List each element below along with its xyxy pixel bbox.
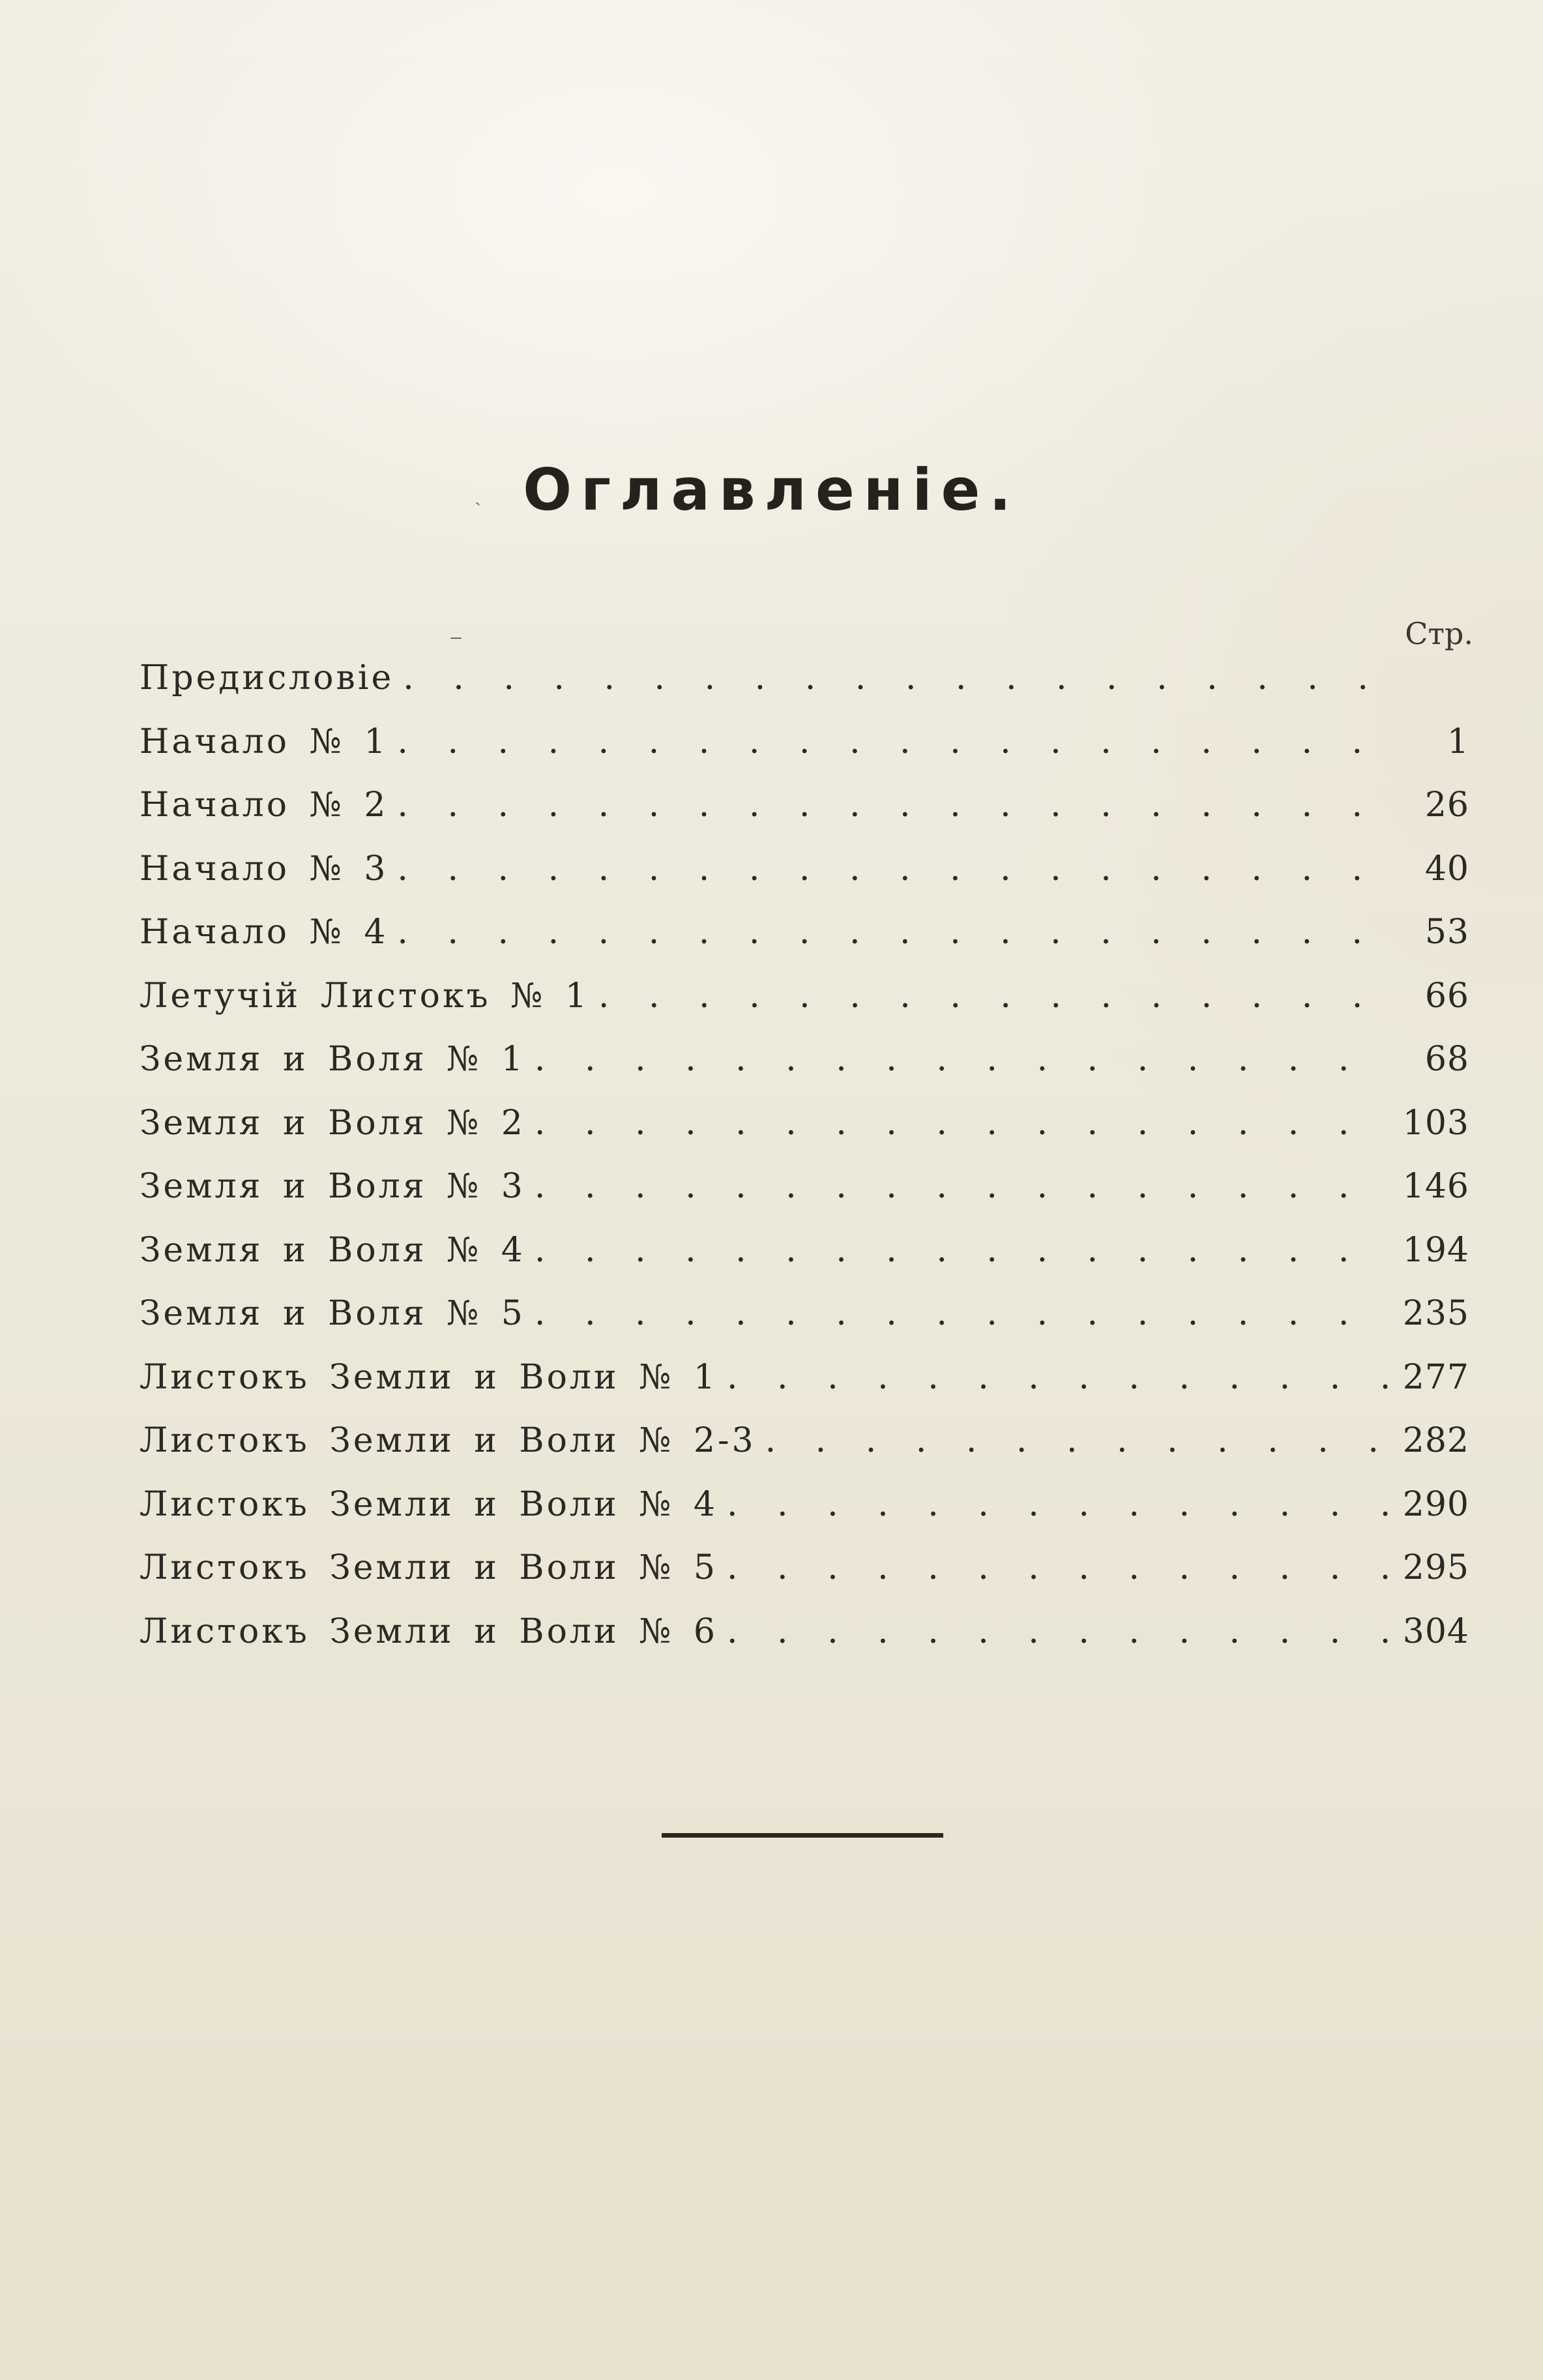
toc-entry-title: Начало № 2 [140, 786, 389, 825]
toc-leader-dots [535, 1294, 1389, 1333]
toc-entry-title: Листокъ Земли и Воли № 6 [140, 1611, 718, 1651]
toc-leader-dots [727, 1548, 1389, 1587]
toc-entry-page: 277 [1402, 1357, 1469, 1397]
toc-entry-page: 103 [1402, 1103, 1469, 1143]
toc-entry [140, 1612, 1469, 1676]
toc-leader-dots [397, 913, 1389, 952]
toc-leader-dots [403, 658, 1389, 698]
toc-entry-title: Начало № 1 [140, 722, 389, 761]
toc-entry-page: 282 [1402, 1421, 1469, 1460]
toc-entry [140, 913, 1469, 977]
toc-leader-dots [727, 1485, 1389, 1524]
toc-entry [140, 1040, 1469, 1104]
toc-entry-title: Земля и Воля № 1 [140, 1040, 525, 1079]
stray-mark: ˎ [475, 484, 481, 507]
toc-entry-title: Листокъ Земли и Воли № 1 [140, 1357, 718, 1397]
toc-leader-dots [727, 1358, 1389, 1397]
toc-entry-title: Предисловіе [140, 658, 394, 698]
toc-entry-page: 235 [1402, 1294, 1469, 1333]
toc-entry-page: 66 [1424, 976, 1469, 1016]
stray-mark: ‒ [450, 626, 463, 649]
toc-entry [140, 1294, 1469, 1358]
toc-entry [140, 658, 1469, 722]
toc-entry [140, 1421, 1469, 1485]
toc-entry [140, 1485, 1469, 1549]
toc-entry-page: 26 [1424, 786, 1469, 825]
toc-entry-title: Летучій Листокъ № 1 [140, 976, 589, 1016]
toc-entry-title: Земля и Воля № 3 [140, 1167, 525, 1206]
toc-entry [140, 722, 1469, 786]
toc-entry-title: Листокъ Земли и Воли № 5 [140, 1548, 718, 1587]
toc-entry-title: Листокъ Земли и Воли № 2-3 [140, 1421, 756, 1460]
toc-entry-title: Земля и Воля № 2 [140, 1103, 525, 1143]
toc-leader-dots [535, 1104, 1389, 1143]
toc-entry [140, 1358, 1469, 1422]
toc-entry-page: 295 [1402, 1548, 1469, 1587]
table-of-contents [140, 658, 1469, 1675]
toc-entry-title: Земля и Воля № 4 [140, 1230, 525, 1270]
toc-entry-page: 53 [1424, 913, 1469, 952]
toc-entry [140, 977, 1469, 1040]
toc-entry [140, 1104, 1469, 1168]
closing-rule [662, 1833, 943, 1838]
toc-entry [140, 1548, 1469, 1612]
page-title: Оглавленіе. [523, 456, 1020, 523]
toc-entry-page: 290 [1402, 1484, 1469, 1524]
toc-entry-page: 40 [1424, 849, 1469, 889]
toc-entry-page: 68 [1424, 1040, 1469, 1079]
toc-leader-dots [727, 1612, 1389, 1651]
toc-leader-dots [535, 1040, 1389, 1079]
toc-leader-dots [598, 977, 1389, 1016]
toc-leader-dots [765, 1421, 1389, 1460]
page-column-label: Стр. [1405, 616, 1473, 651]
toc-entry-title: Начало № 3 [140, 849, 389, 889]
toc-entry-page: 146 [1402, 1167, 1469, 1206]
toc-entry-page: 1 [1447, 722, 1469, 761]
toc-entry-title: Начало № 4 [140, 913, 389, 952]
toc-entry-title: Земля и Воля № 5 [140, 1294, 525, 1333]
toc-leader-dots [397, 849, 1389, 889]
toc-leader-dots [397, 786, 1389, 825]
toc-entry [140, 1167, 1469, 1231]
toc-leader-dots [535, 1167, 1389, 1206]
toc-entry [140, 786, 1469, 849]
toc-entry-title: Листокъ Земли и Воли № 4 [140, 1484, 718, 1524]
toc-leader-dots [535, 1231, 1389, 1270]
toc-leader-dots [397, 722, 1389, 761]
toc-entry-page: 304 [1402, 1611, 1469, 1651]
toc-entry-page: 194 [1402, 1230, 1469, 1270]
toc-entry [140, 1231, 1469, 1295]
toc-entry [140, 849, 1469, 913]
